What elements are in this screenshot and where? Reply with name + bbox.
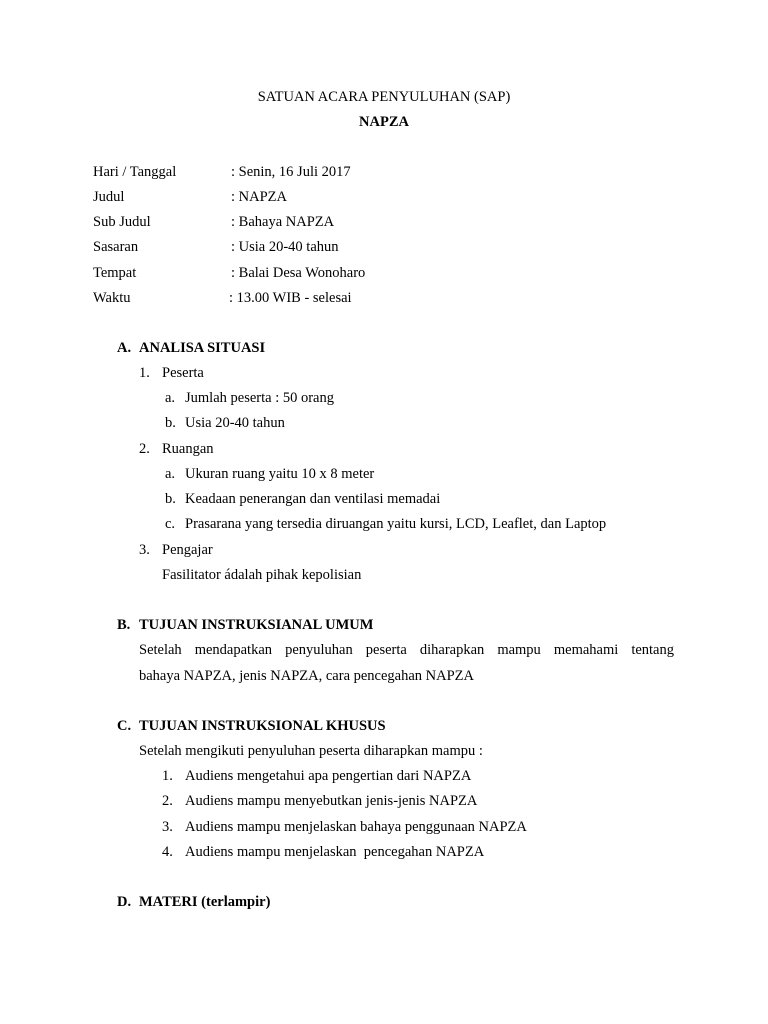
list-item-peserta: Peserta [162, 365, 204, 381]
list-number: 2. [162, 793, 173, 809]
sub-item: Jumlah peserta : 50 orang [185, 390, 334, 406]
info-label-judul: Judul [93, 189, 125, 205]
info-value-tempat: : Balai Desa Wonoharo [231, 265, 366, 281]
document-title: SATUAN ACARA PENYULUHAN (SAP) [257, 89, 511, 105]
pengajar-detail: Fasilitator ádalah pihak kepolisian [162, 567, 362, 583]
sub-letter: a. [165, 466, 176, 482]
list-item-pengajar: Pengajar [162, 542, 213, 558]
list-number: 4. [162, 844, 173, 860]
sub-item: Prasarana yang tersedia diruangan yaitu kursi, LCD, Leaflet, dan Laptop [185, 516, 607, 532]
info-value-subjudul: : Bahaya NAPZA [231, 214, 335, 230]
sub-letter: b. [165, 415, 176, 431]
info-label-hari: Hari / Tanggal [93, 164, 177, 180]
section-a-letter: A. [117, 340, 132, 356]
section-b-paragraph-line2: bahaya NAPZA, jenis NAPZA, cara pencegahan NAPZA [139, 668, 475, 684]
list-number: 3. [162, 819, 173, 835]
info-value-hari: : Senin, 16 Juli 2017 [231, 164, 351, 180]
list-item: Audiens mampu menyebutkan jenis-jenis NAPZA [185, 793, 478, 809]
list-number: 1. [139, 365, 150, 381]
section-b-letter: B. [117, 617, 131, 633]
section-b-heading: TUJUAN INSTRUKSIANAL UMUM [139, 617, 374, 633]
section-c-letter: C. [117, 718, 132, 734]
sub-letter: c. [165, 516, 176, 532]
list-number: 3. [139, 542, 150, 558]
list-item: Audiens mampu menjelaskan pencegahan NAPZA [185, 844, 485, 860]
sub-letter: a. [165, 390, 176, 406]
list-item: Audiens mampu menjelaskan bahaya penggunaan NAPZA [185, 819, 527, 835]
section-c-heading: TUJUAN INSTRUKSIONAL KHUSUS [139, 718, 386, 734]
section-a-heading: ANALISA SITUASI [139, 340, 266, 356]
section-b-paragraph-line1: Setelah mendapatkan penyuluhan peserta diharapkan mampu memahami tentang [139, 642, 674, 658]
document-subtitle: NAPZA [359, 114, 409, 130]
list-number: 2. [139, 441, 150, 457]
info-label-tempat: Tempat [93, 265, 137, 281]
sub-item: Usia 20-40 tahun [185, 415, 285, 431]
info-label-sasaran: Sasaran [93, 239, 139, 255]
list-number: 1. [162, 768, 173, 784]
info-label-waktu: Waktu [93, 290, 131, 306]
section-c-intro: Setelah mengikuti penyuluhan peserta diharapkan mampu : [139, 743, 483, 759]
section-d-heading: MATERI (terlampir) [139, 894, 271, 910]
list-item-ruangan: Ruangan [162, 441, 214, 457]
sub-item: Keadaan penerangan dan ventilasi memadai [185, 491, 441, 507]
info-value-judul: : NAPZA [231, 189, 287, 205]
list-item: Audiens mengetahui apa pengertian dari NAPZA [185, 768, 472, 784]
info-value-waktu: : 13.00 WIB - selesai [229, 290, 352, 306]
info-label-subjudul: Sub Judul [93, 214, 151, 230]
sub-letter: b. [165, 491, 176, 507]
info-value-sasaran: : Usia 20-40 tahun [231, 239, 339, 255]
sub-item: Ukuran ruang yaitu 10 x 8 meter [185, 466, 375, 482]
section-d-letter: D. [117, 894, 132, 910]
